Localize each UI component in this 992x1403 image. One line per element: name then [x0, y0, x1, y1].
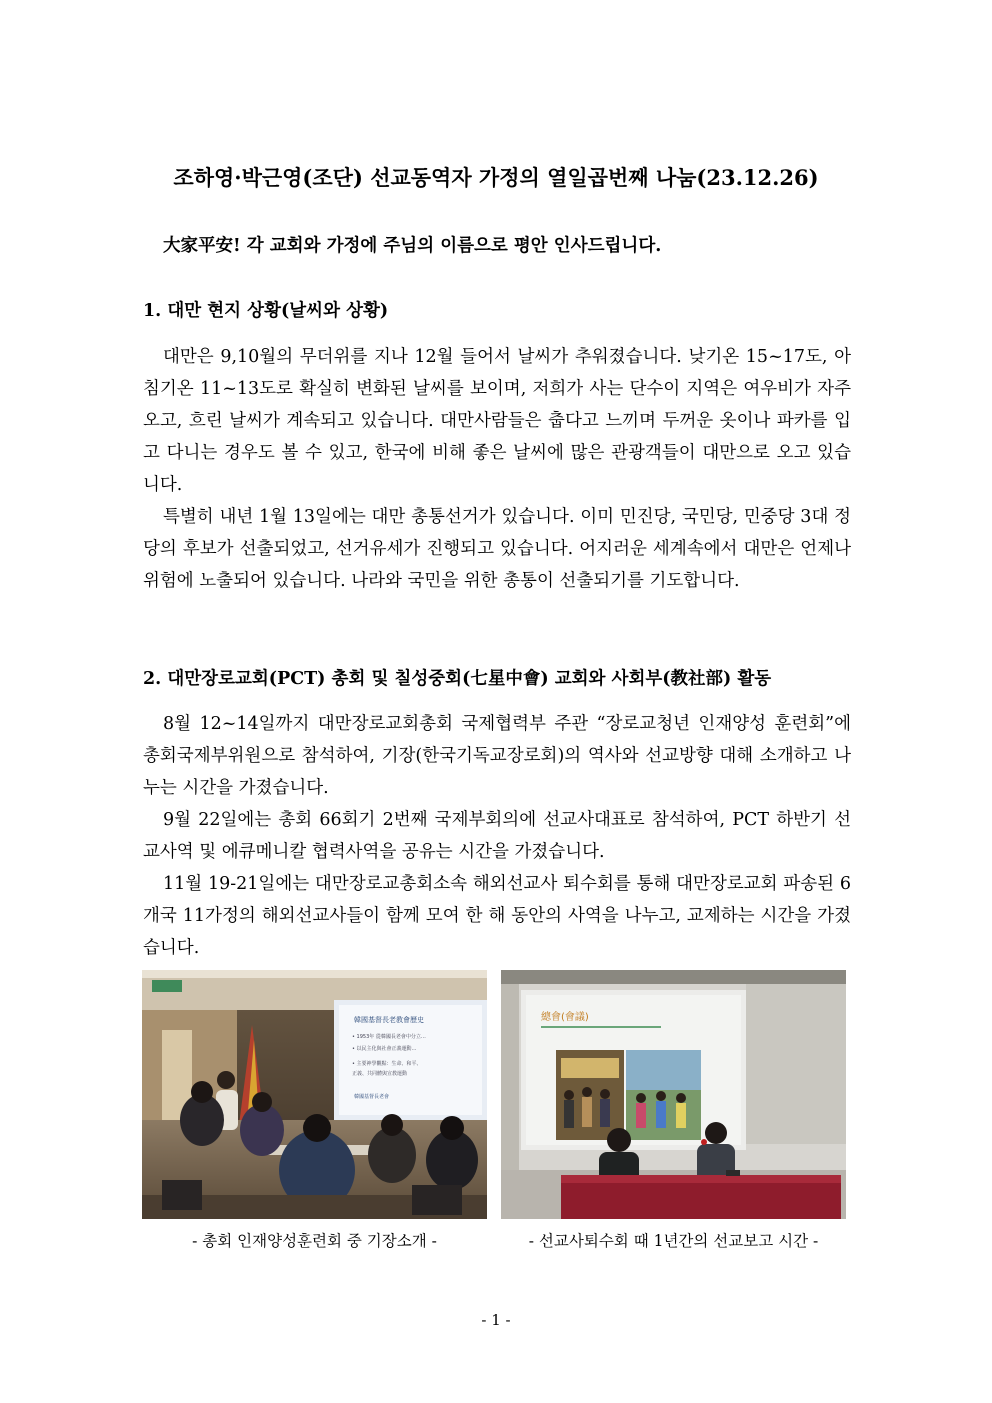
left-photo-caption: - 총회 인재양성훈련회 중 기장소개 -: [192, 1232, 437, 1250]
section-1-paragraph-1: 대만은 9,10월의 무더위를 지나 12월 들어서 날씨가 추워졌습니다. 낮기온 15~17도, 아침기온 11~13도로 확실히 변화된 날씨를 보이며, 저희가 사는 단수이 지역은 여우비가 자주 오고, 흐린 날씨가 계속되고 있습니다. 대만사람들은 춥다고 느끼며 두꺼운 옷이나 파카를 입고 다니는 경우도 볼 수 있고, 한국에 비해 좋은 날씨에 많은 관광객들이 대만으로 오고 있습니다.: [143, 347, 851, 495]
section-2-heading: 2. 대만장로교회(PCT) 총회 및 칠성중회(七星中會) 교회와 사회부(教社部) 활동: [143, 669, 772, 689]
retreat-report-photo: [501, 970, 846, 1219]
section-2-paragraph-2: 9월 22일에는 총회 66회기 2번째 국제부회의에 선교사대표로 참석하여, PCT 하반기 선교사역 및 에큐메니칼 협력사역을 공유는 시간을 가졌습니다.: [143, 810, 851, 862]
section-2-paragraph-3: 11월 19-21일에는 대만장로교총회소속 해외선교사 퇴수회를 통해 대만장로교회 파송된 6개국 11가정의 해외선교사들이 함께 모여 한 해 동안의 사역을 나누고, 교제하는 시간을 가졌습니다.: [143, 874, 851, 958]
right-photo-caption: - 선교사퇴수회 때 1년간의 선교보고 시간 -: [528, 1232, 819, 1250]
section-1-heading: 1. 대만 현지 상황(날씨와 상황): [143, 301, 389, 321]
slide-heading-text: 總會(會議): [541, 1012, 589, 1023]
slide-line: • 主要神學觀點：生命、和平、: [352, 1061, 422, 1067]
document-title: 조하영·박근영(조단) 선교동역자 가정의 열일곱번째 나눔(23.12.26): [173, 165, 819, 190]
slide-logo-text: 韓國基督長老會: [354, 1094, 390, 1100]
slide-line: • 以民主化與社會正義運動…: [352, 1046, 417, 1052]
training-session-photo: [142, 970, 487, 1219]
greeting-line: 大家平安! 각 교회와 가정에 주님의 이름으로 평안 인사드립니다.: [163, 236, 662, 256]
section-1-paragraph-2: 특별히 내년 1월 13일에는 대만 총통선거가 있습니다. 이미 민진당, 국민당, 민중당 3대 정당의 후보가 선출되었고, 선거유세가 진행되고 있습니다. 어지러운 세계속에서 대만은 언제나 위험에 노출되어 있습니다. 나라와 국민을 위한 총통이 선출되기를 기도합니다.: [143, 507, 851, 591]
page-number: - 1 -: [481, 1311, 511, 1329]
slide-line: • 1953年 從韓國長老會中分立…: [352, 1034, 426, 1040]
slide-line: 正義、共同體與宣教運動: [352, 1071, 408, 1077]
section-2-paragraph-1: 8월 12~14일까지 대만장로교회총회 국제협력부 주관 “장로교청년 인재양성 훈련회”에 총회국제부위원으로 참석하여, 기장(한국기독교장로회)의 역사와 선교방향 대해 소개하고 나누는 시간을 가졌습니다.: [143, 714, 851, 798]
slide-title-line: 韓國基督長老教會歷史: [354, 1016, 424, 1024]
